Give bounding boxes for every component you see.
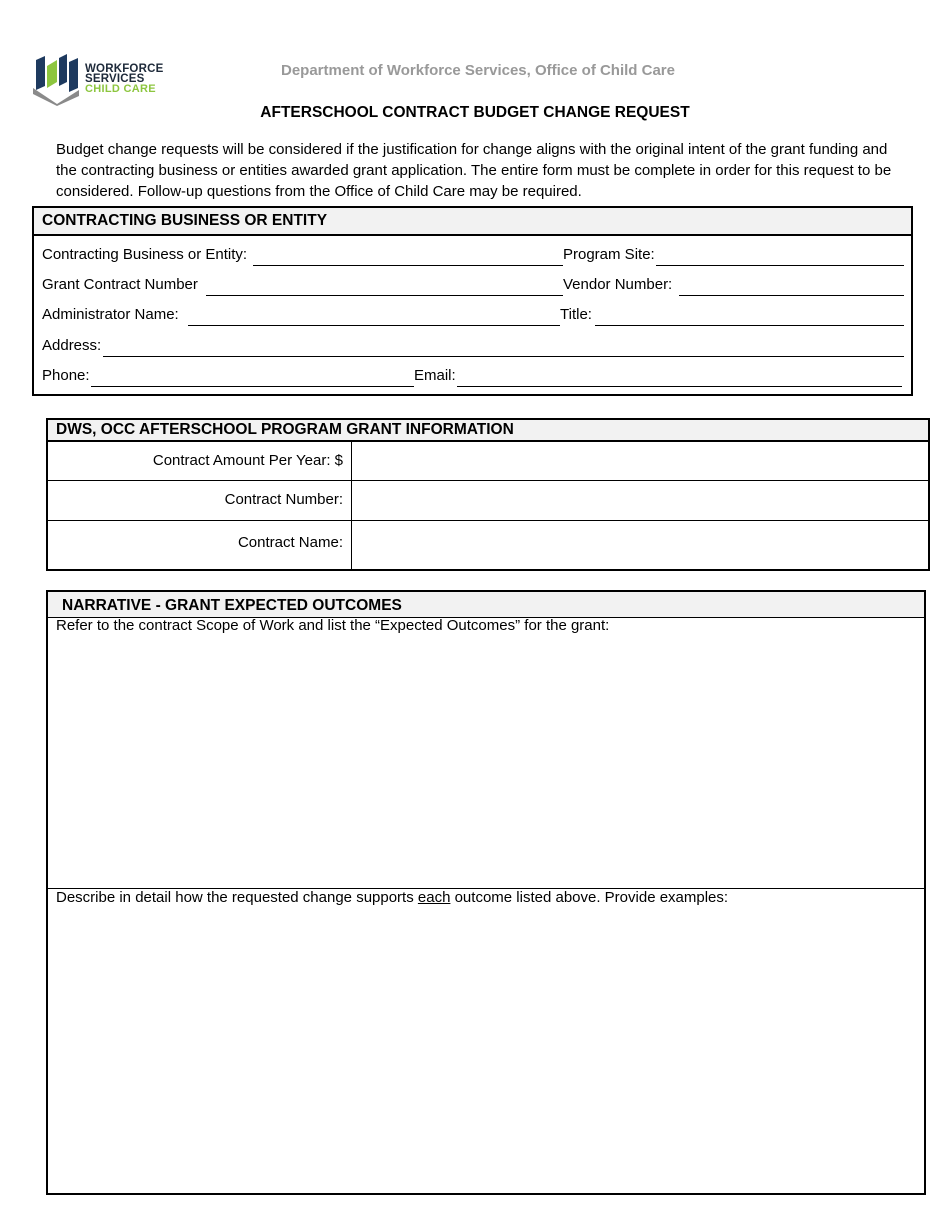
program-site-input[interactable] [656, 265, 904, 266]
logo-text-services: SERVICES [85, 73, 145, 85]
contract-amount-label: Contract Amount Per Year: $ [48, 441, 352, 481]
form-row [42, 274, 903, 298]
contract-number-label: Contract Number: [48, 481, 352, 521]
prompt-text: Describe in detail how the requested change supports [56, 889, 418, 906]
narrative-section [46, 590, 926, 1195]
address-input[interactable] [103, 356, 904, 357]
department-name: Department of Workforce Services, Office of Child Care [281, 62, 675, 79]
section-heading: DWS, OCC AFTERSCHOOL PROGRAM GRANT INFORMATION [48, 420, 928, 442]
logo-text-workforce: WORKFORCE [85, 63, 164, 75]
form-row [42, 244, 903, 268]
logo-mark-icon [33, 52, 81, 106]
title-label: Title: [560, 306, 592, 323]
grant-info-row [48, 480, 928, 521]
phone-label: Phone: [42, 367, 90, 384]
contract-name-label: Contract Name: [48, 521, 352, 570]
administrator-name-label: Administrator Name: [42, 306, 179, 323]
grant-contract-number-label: Grant Contract Number [42, 276, 198, 293]
grant-info-row [48, 520, 928, 570]
form-title: AFTERSCHOOL CONTRACT BUDGET CHANGE REQUEST [260, 104, 690, 121]
form-row [42, 335, 903, 359]
contract-name-input[interactable] [353, 521, 928, 570]
grant-contract-number-input[interactable] [206, 295, 563, 296]
expected-outcomes-textarea[interactable] [48, 640, 924, 886]
change-support-textarea[interactable] [48, 912, 924, 1193]
vendor-number-label: Vendor Number: [563, 276, 673, 293]
vendor-number-input[interactable] [679, 295, 904, 296]
section-heading: CONTRACTING BUSINESS OR ENTITY [34, 208, 911, 236]
phone-input[interactable] [91, 386, 414, 387]
email-input[interactable] [457, 386, 902, 387]
grant-information-section [46, 418, 930, 571]
expected-outcomes-prompt: Refer to the contract Scope of Work and list the “Expected Outcomes” for the grant: [56, 617, 610, 634]
contracting-business-input[interactable] [253, 265, 563, 266]
contract-amount-input[interactable] [353, 441, 928, 481]
change-support-prompt [56, 889, 728, 906]
logo-text-child-care: CHILD CARE [85, 83, 156, 95]
prompt-emphasis: each [417, 889, 451, 906]
administrator-name-input[interactable] [188, 325, 560, 326]
contracting-business-label: Contracting Business or Entity: [42, 246, 248, 263]
address-label: Address: [42, 337, 102, 354]
title-input[interactable] [595, 325, 904, 326]
grant-info-row [48, 440, 928, 481]
contract-number-input[interactable] [353, 481, 928, 521]
email-label: Email: [414, 367, 456, 384]
form-row [42, 365, 903, 389]
prompt-text: outcome listed above. Provide examples: [450, 889, 729, 906]
workforce-services-logo [33, 52, 183, 106]
intro-paragraph: Budget change requests will be considered if the justification for change aligns with the original intent of the grant funding and the contracting business or entities awarded grant application. The entire form must be complete in order for this request to be considered. Follow-up questions from the Office of Child Care may be required. [56, 141, 892, 200]
form-row [42, 304, 903, 328]
program-site-label: Program Site: [563, 246, 655, 263]
contracting-business-section [32, 206, 913, 396]
section-heading: NARRATIVE - GRANT EXPECTED OUTCOMES [48, 592, 924, 618]
